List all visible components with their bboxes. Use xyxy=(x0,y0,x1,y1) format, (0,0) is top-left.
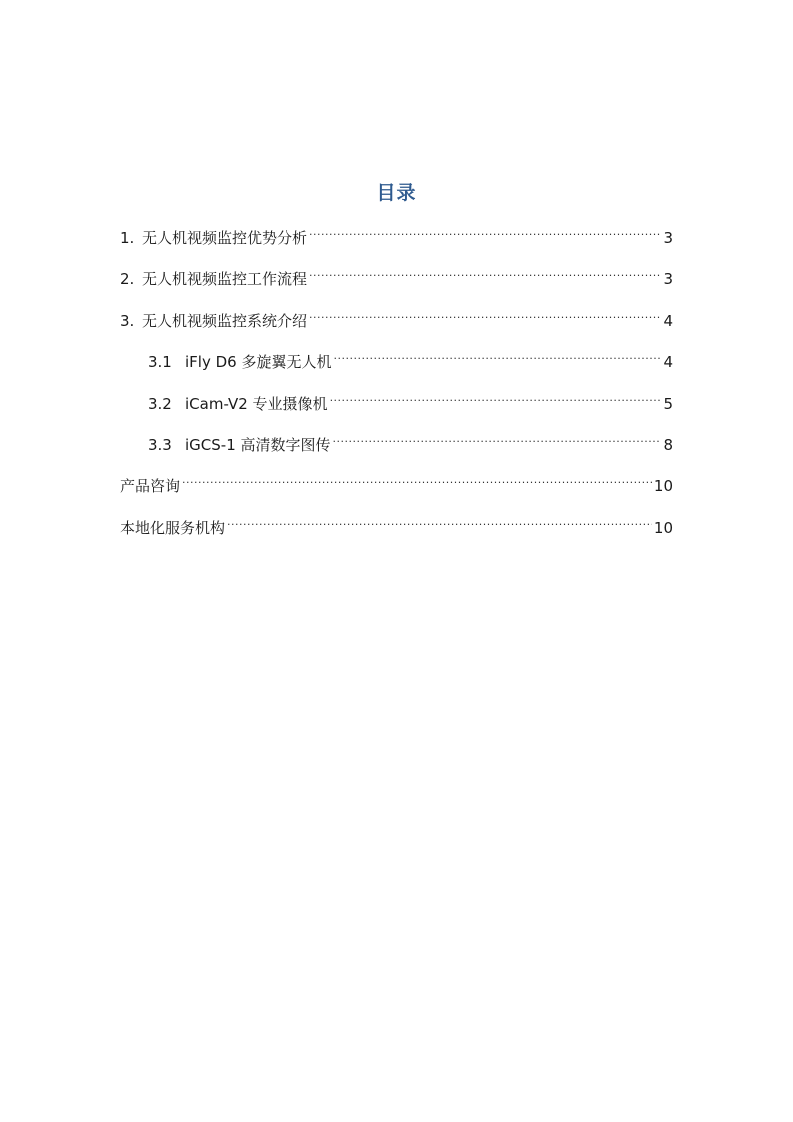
toc-entry[interactable] xyxy=(120,304,673,345)
toc-entry-text: iFly D6 多旋翼无人机 xyxy=(185,353,332,372)
toc-entry-number: 3. xyxy=(120,311,135,330)
toc-entry[interactable] xyxy=(120,469,673,510)
toc-subentry[interactable] xyxy=(120,428,673,469)
toc-entry-text: 无人机视频监控优势分析 xyxy=(142,229,308,247)
toc-dot-leader xyxy=(309,262,661,284)
toc-entry-number: 3.1 xyxy=(148,353,172,372)
toc-entry-page: 4 xyxy=(663,311,673,330)
toc-dot-leader xyxy=(227,511,652,533)
toc-dot-leader xyxy=(309,221,661,243)
toc-entry-page: 10 xyxy=(653,518,673,537)
toc-dot-leader xyxy=(333,345,661,367)
toc-subentry[interactable] xyxy=(120,387,673,428)
toc-entry-text: 本地化服务机构 xyxy=(120,518,226,537)
toc-entry-number: 1. xyxy=(120,229,135,247)
toc-dot-leader xyxy=(309,304,661,326)
table-of-contents xyxy=(120,221,673,552)
toc-entry-number: 2. xyxy=(120,270,135,289)
toc-entry-text: 无人机视频监控系统介绍 xyxy=(142,311,308,330)
toc-dot-leader xyxy=(330,387,662,409)
toc-entry-page: 8 xyxy=(663,435,673,454)
toc-subentry[interactable] xyxy=(120,345,673,386)
toc-dot-leader xyxy=(333,428,662,450)
toc-entry-number: 3.2 xyxy=(148,394,172,413)
toc-entry-text: 无人机视频监控工作流程 xyxy=(142,270,308,289)
toc-entry-page: 4 xyxy=(663,353,673,372)
toc-entry-text: iGCS-1 高清数字图传 xyxy=(185,435,331,454)
toc-dot-leader xyxy=(182,469,652,491)
toc-entry[interactable] xyxy=(120,511,673,552)
toc-entry-page: 10 xyxy=(653,477,673,496)
toc-entry-page: 5 xyxy=(663,394,673,413)
toc-entry-page: 3 xyxy=(663,270,673,289)
toc-entry-number: 3.3 xyxy=(148,435,172,454)
toc-entry-text: iCam-V2 专业摄像机 xyxy=(185,394,328,413)
toc-entry[interactable] xyxy=(120,221,673,262)
toc-entry[interactable] xyxy=(120,262,673,303)
toc-title: 目录 xyxy=(376,182,417,204)
toc-entry-text: 产品咨询 xyxy=(120,477,181,496)
toc-entry-page: 3 xyxy=(663,229,673,247)
